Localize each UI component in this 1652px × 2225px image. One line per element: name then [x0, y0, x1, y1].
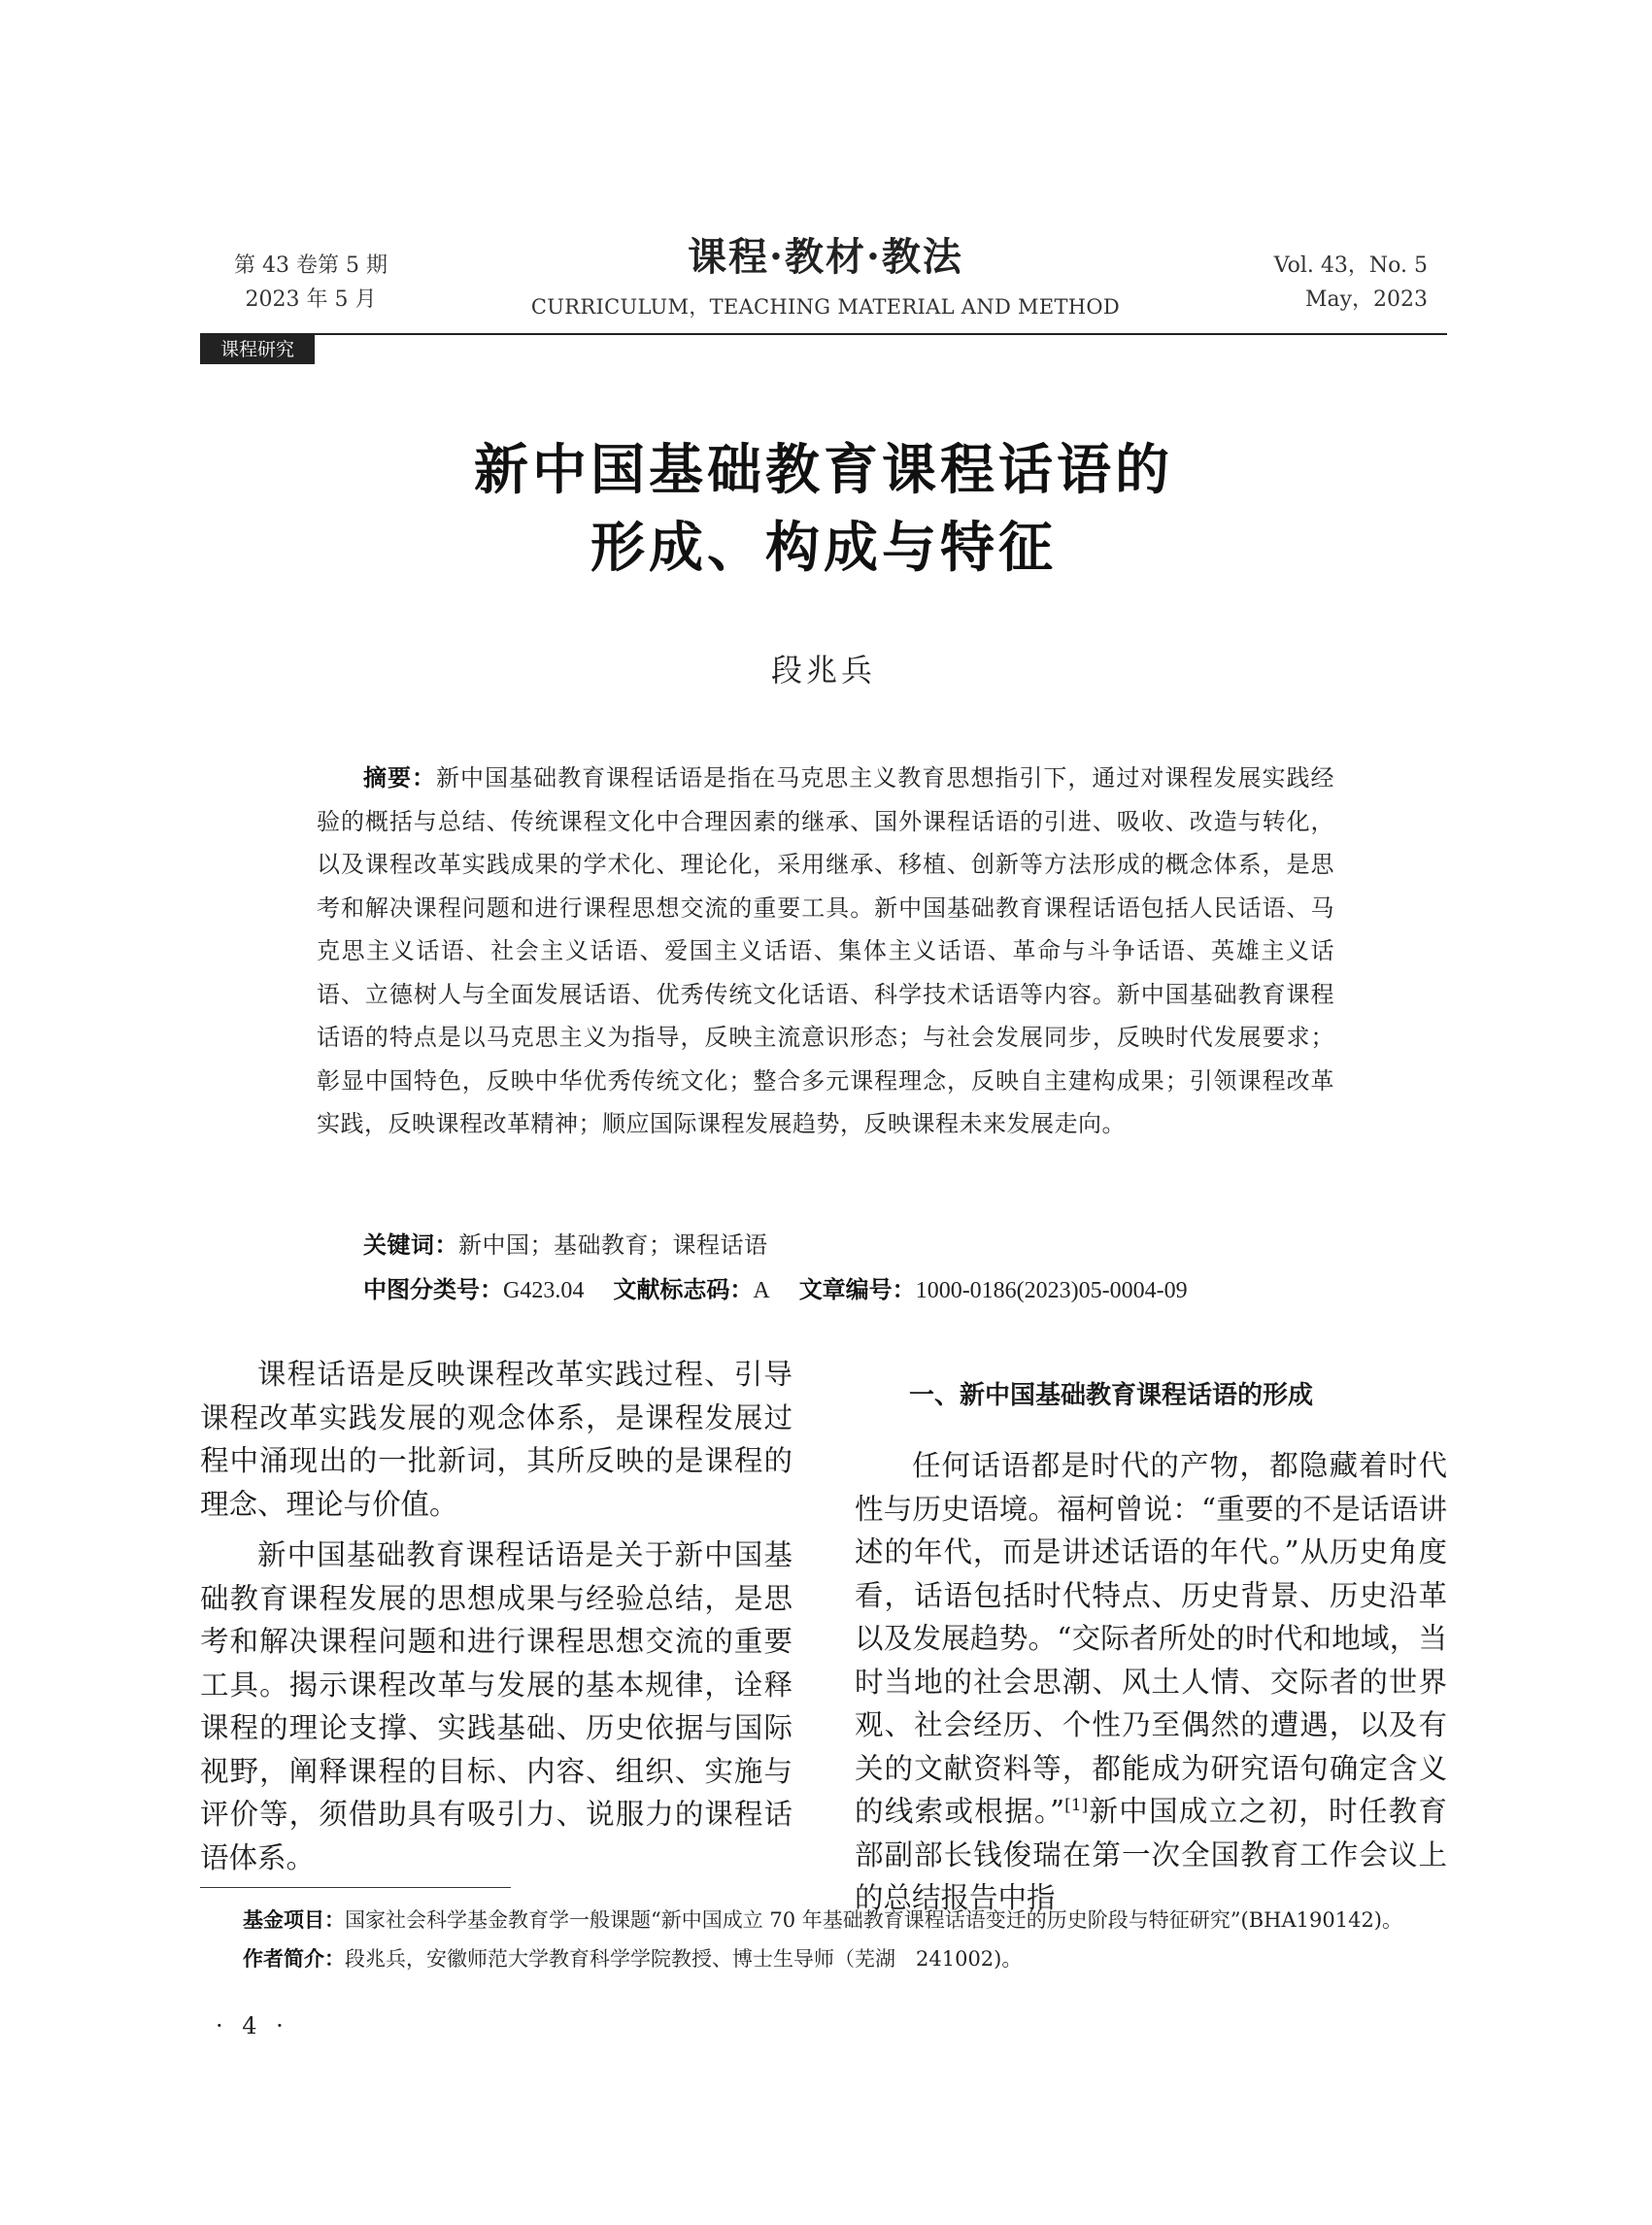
- author-bio-label: 作者简介：: [243, 1947, 345, 1971]
- clc-value: G423.04: [503, 1278, 585, 1303]
- footnotes: [200, 1901, 1447, 1978]
- title-line-1: 新中国基础教育课程话语的: [474, 439, 1173, 502]
- journal-title-cn: 课程·教材·教法: [688, 234, 963, 280]
- volume-issue-en: Vol. 43，No. 5: [1273, 253, 1428, 278]
- section-heading: 一、新中国基础教育课程话语的形成: [909, 1381, 1314, 1410]
- paragraph: 课程话语是反映课程改革实践过程、引导课程改革实践发展的观念体系，是课程发展过程中涌现出的一批新词，其所反映的是课程的理念、理论与价值。: [200, 1358, 792, 1521]
- citation-ref[interactable]: [1]: [1064, 1796, 1089, 1816]
- header-rule: [200, 333, 1447, 335]
- keywords-label: 关键词：: [363, 1231, 458, 1259]
- body-left-column: [200, 1353, 792, 1887]
- header-volume-en: [1156, 249, 1428, 317]
- date-en: May，2023: [1304, 287, 1428, 312]
- paragraph-text: 任何话语都是时代的产物，都隐藏着时代性与历史语境。福柯曾说：“重要的不是话语讲述的年代，而是讲述话语的年代。”从历史角度看，话语包括时代特点、历史背景、历史沿革以及发展趋势。“交际者所处的时代和地域，当时当地的社会思潮、风土人情、交际者的世界观、社会经历、个性乃至偶然的遭遇，以及有关的文献资料等，都能成为研究语句确定含义的线索或根据。”: [855, 1449, 1447, 1828]
- doc-code-value: A: [753, 1278, 770, 1303]
- funding-label: 基金项目：: [243, 1908, 345, 1932]
- column-badge: 课程研究: [200, 335, 315, 364]
- author-note: [200, 1939, 1447, 1978]
- body-right-column: [855, 1374, 1447, 1928]
- header-volume-cn: [194, 249, 427, 317]
- classification-line: [363, 1270, 1354, 1310]
- keywords-text: 新中国；基础教育；课程话语: [458, 1231, 768, 1259]
- paragraph: 新中国基础教育课程话语是关于新中国基础教育课程发展的思想成果与经验总结，是思考和解决课程问题和进行课程思想交流的重要工具。揭示课程改革与发展的基本规律，诠释课程的理论支撑、实践基础、历史依据与国际视野，阐释课程的目标、内容、组织、实施与评价等，须借助具有吸引力、说服力的课程话语体系。: [200, 1538, 792, 1874]
- footnote-rule: [200, 1887, 511, 1888]
- title-line-2: 形成、构成与特征: [590, 517, 1057, 580]
- article-number-label: 文章编号：: [798, 1276, 916, 1303]
- funding-text: 国家社会科学基金教育学一般课题“新中国成立 70 年基础教育课程话语变迁的历史阶段与特征研究”(BHA190142)。: [345, 1908, 1403, 1932]
- paragraph-text: 新中国成立之初，时任教育部副部长钱俊瑞在第一次全国教育工作会议上的总结报告中指: [855, 1795, 1447, 1914]
- date-cn: 2023 年 5 月: [245, 287, 377, 312]
- journal-masthead: [524, 233, 1127, 320]
- page-number: · 4 ·: [216, 2012, 289, 2040]
- clc-label: 中图分类号：: [363, 1276, 503, 1303]
- funding-note: [200, 1901, 1447, 1939]
- doc-code-label: 文献标志码：: [613, 1276, 754, 1303]
- volume-issue-cn: 第 43 卷第 5 期: [234, 253, 388, 278]
- keywords: [363, 1226, 1334, 1264]
- journal-title-en: CURRICULUM，TEACHING MATERIAL AND METHOD: [530, 295, 1121, 319]
- article-author: 段兆兵: [770, 652, 876, 689]
- abstract: [317, 757, 1334, 1146]
- article-title: [200, 432, 1447, 588]
- paragraph: [855, 1444, 1447, 1920]
- article-number-value: 1000-0186(2023)05-0004-09: [915, 1278, 1188, 1303]
- author-bio-text: 段兆兵，安徽师范大学教育科学学院教授、博士生导师（芜湖 241002)。: [345, 1947, 1023, 1971]
- abstract-text: 新中国基础教育课程话语是指在马克思主义教育思想指引下，通过对课程发展实践经验的概括与总结、传统课程文化中合理因素的继承、国外课程话语的引进、吸收、改造与转化，以及课程改革实践成果的学术化、理论化，采用继承、移植、创新等方法形成的概念体系，是思考和解决课程问题和进行课程思想交流的重要工具。新中国基础教育课程话语包括人民话语、马克思主义话语、社会主义话语、爱国主义话语、集体主义话语、革命与斗争话语、英雄主义话语、立德树人与全面发展话语、优秀传统文化话语、科学技术话语等内容。新中国基础教育课程话语的特点是以马克思主义为指导，反映主流意识形态；与社会发展同步，反映时代发展要求；彰显中国特色，反映中华优秀传统文化；整合多元课程理念，反映自主建构成果；引领课程改革实践，反映课程改革精神；顺应国际课程发展趋势，反映课程未来发展走向。: [317, 764, 1335, 1137]
- abstract-label: 摘要：: [363, 764, 437, 792]
